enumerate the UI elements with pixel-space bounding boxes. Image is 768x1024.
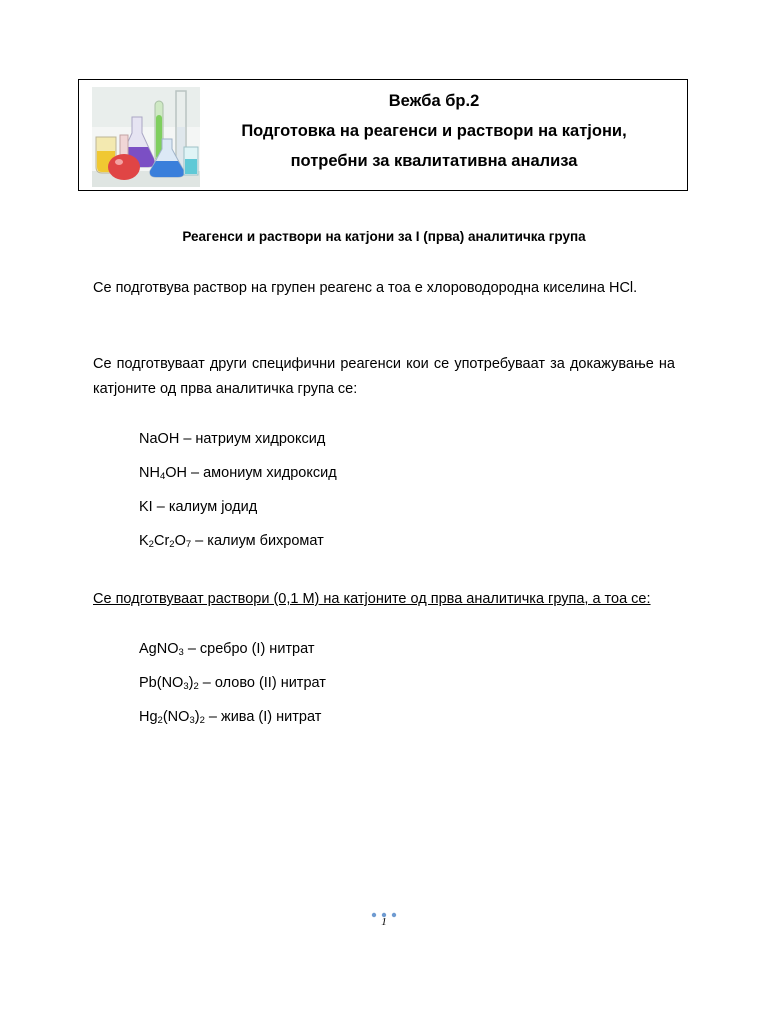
formula-text: AgNO xyxy=(139,641,179,657)
header-box xyxy=(78,79,688,191)
reagent-item xyxy=(139,530,337,564)
chemical-formula xyxy=(139,533,191,549)
formula-subscript: 2 xyxy=(193,681,199,692)
paragraph-group-reagent: Се подготвува раствор на групен реагенс а тоа е хлороводородна киселина HCl. xyxy=(93,280,638,296)
compound-name: – олово (II) нитрат xyxy=(198,675,326,691)
compound-name: – калиум бихромат xyxy=(191,533,324,549)
formula-text: ) xyxy=(188,675,194,691)
exercise-number: Вежба бр.2 xyxy=(388,92,480,110)
formula-text: O xyxy=(174,533,186,549)
compound-name: – натриум хидроксид xyxy=(179,431,326,447)
formula-text: Hg xyxy=(139,709,158,725)
formula-subscript: 2 xyxy=(148,539,154,550)
reagent-item xyxy=(139,496,337,530)
chemical-formula xyxy=(139,709,205,725)
formula-subscript: 2 xyxy=(157,715,163,726)
section-heading: Реагенси и раствори на катјони за I (прва) аналитичка група xyxy=(182,229,586,244)
page-number: 1 xyxy=(381,916,387,928)
compound-name: – жива (I) нитрат xyxy=(204,709,322,725)
cation-item xyxy=(139,706,326,740)
reagent-item xyxy=(139,462,337,496)
formula-subscript: 7 xyxy=(185,539,192,550)
formula-text: Cr xyxy=(153,533,170,549)
cation-item xyxy=(139,638,326,672)
formula-subscript: 3 xyxy=(178,647,184,658)
exercise-title-line-1: Подготовка на реагенси и раствори на катјони, xyxy=(241,122,627,140)
reagent-list xyxy=(139,428,337,564)
exercise-title-line-2: потребни за квалитативна анализа xyxy=(290,152,578,170)
paragraph-cation-solutions: Се подготвуваат раствори (0,1 M) на катјоните од прва аналитичка група, а тоа се: xyxy=(93,591,651,607)
laboratory-glassware-icon xyxy=(92,87,200,187)
compound-name: – калиум јодид xyxy=(152,499,258,515)
formula-text: NaOH xyxy=(139,431,180,447)
compound-name: – амониум хидроксид xyxy=(187,465,337,481)
formula-subscript: 2 xyxy=(199,715,205,726)
formula-text: OH xyxy=(165,465,187,481)
formula-text: K xyxy=(139,533,149,549)
reagent-item xyxy=(139,428,337,462)
chemical-formula xyxy=(139,499,153,515)
title-block xyxy=(219,86,649,176)
formula-subscript: 3 xyxy=(189,715,195,726)
compound-name: – сребро (I) нитрат xyxy=(183,641,315,657)
formula-text: Pb(NO xyxy=(139,675,184,691)
formula-subscript: 4 xyxy=(159,471,166,482)
chemical-formula xyxy=(139,675,199,691)
formula-text: NH xyxy=(139,465,160,481)
formula-subscript: 3 xyxy=(183,681,189,692)
paragraph-specific-reagents: Се подготвуваат други специфични реагенси кои се употребуваат за докажување на катјоните од прва аналитичка група се: xyxy=(93,356,675,397)
formula-text: (NO xyxy=(162,709,190,725)
chemical-formula xyxy=(139,465,187,481)
formula-subscript: 2 xyxy=(169,539,175,550)
chemical-formula xyxy=(139,641,184,657)
chemical-formula xyxy=(139,431,179,447)
cation-item xyxy=(139,672,326,706)
formula-text: KI xyxy=(139,499,153,515)
cation-list xyxy=(139,638,326,740)
formula-text: ) xyxy=(194,709,200,725)
